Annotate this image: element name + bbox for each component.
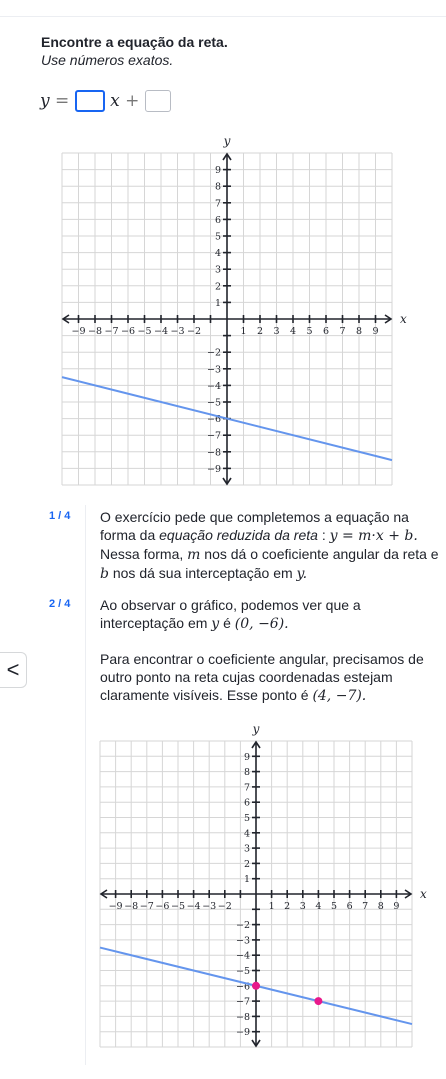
- graph2-y-tick-label: −3: [235, 935, 250, 947]
- equation-lhs: y: [40, 91, 50, 111]
- graph2-y-tick-label: 3: [243, 843, 250, 855]
- graph2-x-tick-label: 3: [299, 901, 306, 912]
- graph1-y-tick-label: 2: [214, 281, 221, 293]
- graph2-y-tick-label: 4: [243, 828, 250, 840]
- graph2-y-tick-label: 7: [243, 782, 250, 794]
- graph1-x-tick-label: −9: [71, 326, 86, 337]
- graph1-y-tick-label: 1: [214, 297, 221, 309]
- graph2-y-tick-label: −2: [235, 920, 250, 932]
- graph2-x-tick-label: 2: [284, 901, 291, 912]
- graph2-x-tick-label: −6: [155, 901, 170, 912]
- graph1-x-tick-label: 4: [289, 326, 297, 337]
- hint-math: y.: [296, 566, 308, 582]
- hint-text: nos dá sua interceptação em: [108, 565, 297, 581]
- graph1-y-tick-label: 9: [214, 165, 221, 177]
- hint-math: m: [187, 547, 201, 563]
- graph1-x-tick-label: −5: [137, 326, 152, 337]
- hint-divider: [85, 505, 86, 1065]
- graph1-x-tick-label: 7: [339, 326, 346, 337]
- graph2-y-tick-label: 9: [243, 751, 250, 763]
- graph1-x-tick-label: 5: [306, 326, 313, 337]
- graph1-x-axis-label: x: [400, 312, 407, 326]
- graph2-x-tick-label: 9: [393, 901, 400, 912]
- graph2-y-tick-label: −4: [235, 950, 250, 962]
- graph2-x-tick-label: 7: [362, 901, 369, 912]
- graph1-y-tick-label: 7: [214, 198, 221, 210]
- graph2-y-tick-label: 6: [243, 797, 250, 809]
- hint-math: y = m·x + b.: [329, 528, 418, 544]
- graph2-y-tick-label: 8: [243, 767, 250, 779]
- hint-step-label: 1 / 4: [49, 510, 71, 522]
- back-arrow-button[interactable]: <: [0, 652, 27, 688]
- hint-math: y: [211, 616, 220, 632]
- hint-step-1: [100, 508, 440, 583]
- graph2-x-tick-label: 4: [315, 901, 322, 912]
- graph1-y-axis-label: y: [223, 134, 231, 148]
- graph2-highlight-point: [252, 982, 260, 990]
- graph2-x-axis-label: x: [420, 887, 427, 901]
- hint-math: (4, −7).: [312, 688, 367, 704]
- graph2-y-tick-label: −8: [235, 1011, 250, 1023]
- graph1-y-tick-label: −9: [206, 463, 221, 475]
- graph1-y-tick-label: −5: [206, 397, 221, 409]
- graph2-y-tick-label: 2: [243, 858, 250, 870]
- graph2-y-tick-label: 5: [243, 813, 250, 824]
- graph2-x-tick-label: 6: [346, 901, 353, 912]
- hint-math: (0, −6).: [234, 616, 289, 632]
- graph2-x-tick-label: 5: [330, 901, 338, 912]
- graph1-x-tick-label: 9: [372, 326, 379, 337]
- hint-step-2: [100, 596, 440, 633]
- hint-text: Nessa forma,: [100, 546, 188, 562]
- graph1-x-tick-label: −3: [170, 326, 185, 337]
- graph1-x-tick-label: −8: [87, 326, 103, 337]
- graph2-x-tick-label: −4: [186, 901, 201, 912]
- graph2-y-tick-label: −6: [235, 981, 250, 993]
- graph1-x-tick-label: 6: [322, 326, 330, 337]
- graph1-y-tick-label: 5: [214, 231, 221, 243]
- graph2-x-tick-label: −2: [217, 901, 232, 912]
- graph2-y-tick-label: −9: [235, 1027, 250, 1039]
- hint-step-2-continued: [100, 650, 440, 705]
- hint-text: O exercício pede que completemos a equação na forma da: [100, 509, 409, 543]
- graph1-y-tick-label: 4: [214, 248, 221, 260]
- equals-sign: =: [55, 91, 70, 111]
- graph1-x-tick-label: −6: [120, 326, 136, 337]
- graph2-y-tick-label: −7: [235, 996, 250, 1008]
- graph2-x-tick-label: −3: [202, 901, 217, 912]
- graph1-y-tick-label: −3: [206, 364, 221, 376]
- graph1-x-tick-label: −4: [153, 326, 169, 337]
- hint-math: b: [100, 566, 109, 582]
- graph1-y-tick-label: 8: [214, 181, 221, 193]
- plus-sign: +: [125, 91, 140, 111]
- graph1-x-tick-label: 2: [256, 326, 264, 337]
- graph1-x-tick-label: 8: [355, 326, 363, 337]
- hint-text: Ao observar o gráfico, podemos ver que a interceptação em: [100, 597, 361, 631]
- graph2-x-tick-label: −9: [108, 901, 123, 912]
- graph2-x-tick-label: −5: [170, 901, 186, 912]
- hint-step-label: 2 / 4: [49, 598, 71, 610]
- graph2-y-tick-label: 1: [243, 874, 250, 886]
- hint-text: :: [317, 527, 330, 543]
- graph2-x-tick-label: 8: [377, 901, 384, 912]
- graph1-y-tick-label: −8: [206, 447, 221, 459]
- hint-text: Para encontrar o coeficiente angular, precisamos de outro ponto na reta cujas coordenadas estejam claramente visíveis. Esse ponto é: [100, 651, 424, 703]
- graph1-y-tick-label: −7: [206, 430, 221, 442]
- hint-term: equação reduzida da reta: [159, 527, 318, 543]
- question-title: Encontre a equação da reta.: [41, 34, 228, 50]
- graph1-y-tick-label: −4: [206, 380, 221, 392]
- graph1-x-tick-label: −2: [186, 326, 202, 337]
- graph1-y-tick-label: −2: [206, 347, 221, 359]
- graph1-x-tick-label: 1: [240, 326, 247, 337]
- hint-text: é: [219, 615, 235, 631]
- graph1-x-tick-label: −7: [104, 326, 119, 337]
- question-subtitle: Use números exatos.: [41, 52, 174, 68]
- graph1-y-tick-label: 6: [214, 214, 221, 226]
- graph2-highlight-point: [314, 997, 322, 1005]
- graph2-x-tick-label: −8: [124, 901, 139, 912]
- graph1-y-tick-label: 3: [214, 264, 221, 276]
- graph2-y-tick-label: −5: [235, 966, 250, 977]
- graph1-x-tick-label: 3: [273, 326, 280, 337]
- graph2-y-axis-label: y: [252, 722, 260, 736]
- equation-x-term: x: [110, 91, 120, 111]
- graph2-x-tick-label: 1: [268, 901, 275, 912]
- graph2-x-tick-label: −7: [139, 901, 154, 912]
- graph1-y-tick-label: −6: [206, 414, 221, 426]
- hint-text: nos dá o coeficiente angular da reta e: [200, 546, 439, 562]
